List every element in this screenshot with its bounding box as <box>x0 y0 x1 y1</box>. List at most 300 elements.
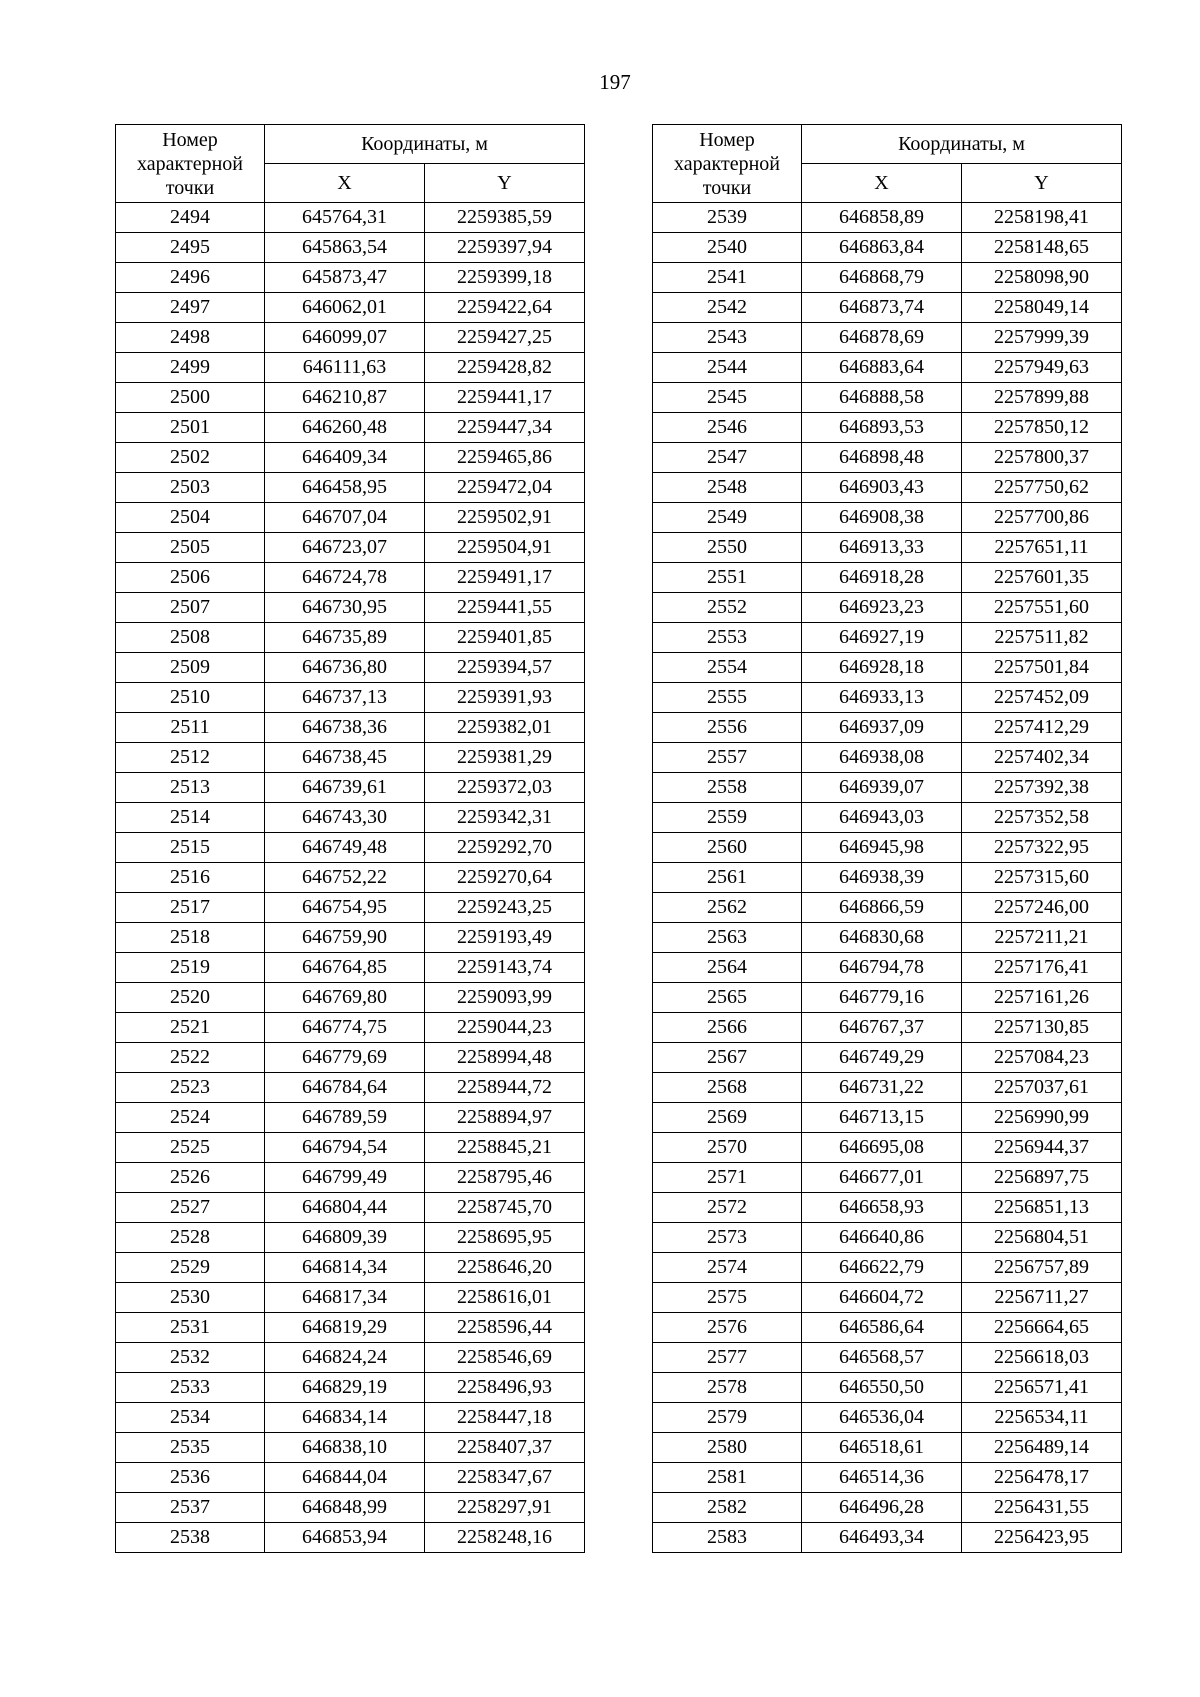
point-number-cell: 2516 <box>116 863 265 893</box>
point-number-cell: 2576 <box>653 1313 802 1343</box>
table-row <box>116 1013 585 1043</box>
y-coordinate-cell: 2257949,63 <box>962 353 1122 383</box>
y-coordinate-cell: 2256990,99 <box>962 1103 1122 1133</box>
point-number-cell: 2575 <box>653 1283 802 1313</box>
point-number-cell: 2534 <box>116 1403 265 1433</box>
table-body-left <box>116 203 585 1553</box>
x-coordinate-cell: 646834,14 <box>265 1403 425 1433</box>
x-coordinate-cell: 646496,28 <box>802 1493 962 1523</box>
y-coordinate-cell: 2258994,48 <box>425 1043 585 1073</box>
y-coordinate-cell: 2258795,46 <box>425 1163 585 1193</box>
y-coordinate-cell: 2258347,67 <box>425 1463 585 1493</box>
table-row <box>653 743 1122 773</box>
x-coordinate-cell: 646738,45 <box>265 743 425 773</box>
point-number-cell: 2547 <box>653 443 802 473</box>
x-coordinate-cell: 646752,22 <box>265 863 425 893</box>
point-number-cell: 2557 <box>653 743 802 773</box>
y-coordinate-cell: 2259427,25 <box>425 323 585 353</box>
table-row <box>653 623 1122 653</box>
table-row <box>653 1343 1122 1373</box>
x-coordinate-cell: 646759,90 <box>265 923 425 953</box>
table-row <box>653 1463 1122 1493</box>
y-coordinate-cell: 2258596,44 <box>425 1313 585 1343</box>
y-coordinate-cell: 2259491,17 <box>425 563 585 593</box>
point-number-cell: 2495 <box>116 233 265 263</box>
table-row <box>116 203 585 233</box>
table-row <box>653 653 1122 683</box>
point-number-cell: 2525 <box>116 1133 265 1163</box>
table-row <box>116 1523 585 1553</box>
x-coordinate-cell: 646858,89 <box>802 203 962 233</box>
point-number-cell: 2514 <box>116 803 265 833</box>
table-row <box>116 443 585 473</box>
table-body-right <box>653 203 1122 1553</box>
y-coordinate-cell: 2257322,95 <box>962 833 1122 863</box>
table-row <box>116 773 585 803</box>
table-row <box>116 263 585 293</box>
point-number-cell: 2553 <box>653 623 802 653</box>
point-number-cell: 2580 <box>653 1433 802 1463</box>
table-row <box>653 1493 1122 1523</box>
x-coordinate-cell: 646658,93 <box>802 1193 962 1223</box>
point-number-cell: 2555 <box>653 683 802 713</box>
x-coordinate-cell: 646779,16 <box>802 983 962 1013</box>
y-coordinate-cell: 2257750,62 <box>962 473 1122 503</box>
point-number-cell: 2513 <box>116 773 265 803</box>
x-coordinate-cell: 646550,50 <box>802 1373 962 1403</box>
table-row <box>653 1163 1122 1193</box>
table-row <box>653 1223 1122 1253</box>
table-row <box>653 233 1122 263</box>
x-coordinate-cell: 646518,61 <box>802 1433 962 1463</box>
x-coordinate-cell: 646933,13 <box>802 683 962 713</box>
x-coordinate-cell: 646458,95 <box>265 473 425 503</box>
y-coordinate-cell: 2259394,57 <box>425 653 585 683</box>
point-number-cell: 2522 <box>116 1043 265 1073</box>
point-number-cell: 2519 <box>116 953 265 983</box>
point-number-cell: 2506 <box>116 563 265 593</box>
table-row <box>116 1163 585 1193</box>
table-row <box>653 1043 1122 1073</box>
point-number-cell: 2549 <box>653 503 802 533</box>
point-number-cell: 2562 <box>653 893 802 923</box>
table-row <box>116 653 585 683</box>
table-row <box>653 413 1122 443</box>
x-coordinate-cell: 646713,15 <box>802 1103 962 1133</box>
table-row <box>653 353 1122 383</box>
y-coordinate-cell: 2259441,17 <box>425 383 585 413</box>
x-coordinate-cell: 646913,33 <box>802 533 962 563</box>
x-coordinate-cell: 646210,87 <box>265 383 425 413</box>
header-y: Y <box>425 164 585 203</box>
point-number-cell: 2559 <box>653 803 802 833</box>
table-row <box>116 353 585 383</box>
table-row <box>653 293 1122 323</box>
y-coordinate-cell: 2257999,39 <box>962 323 1122 353</box>
y-coordinate-cell: 2257315,60 <box>962 863 1122 893</box>
point-number-cell: 2531 <box>116 1313 265 1343</box>
point-number-cell: 2532 <box>116 1343 265 1373</box>
point-number-cell: 2583 <box>653 1523 802 1553</box>
x-coordinate-cell: 646723,07 <box>265 533 425 563</box>
y-coordinate-cell: 2258297,91 <box>425 1493 585 1523</box>
x-coordinate-cell: 646848,99 <box>265 1493 425 1523</box>
point-number-cell: 2564 <box>653 953 802 983</box>
table-row <box>116 1043 585 1073</box>
x-coordinate-cell: 646918,28 <box>802 563 962 593</box>
table-row <box>653 263 1122 293</box>
table-row <box>116 1433 585 1463</box>
table-row <box>116 953 585 983</box>
table-row <box>653 1073 1122 1103</box>
x-coordinate-cell: 646774,75 <box>265 1013 425 1043</box>
table-row <box>116 683 585 713</box>
table-row <box>653 323 1122 353</box>
header-y: Y <box>962 164 1122 203</box>
x-coordinate-cell: 646769,80 <box>265 983 425 1013</box>
point-number-cell: 2507 <box>116 593 265 623</box>
y-coordinate-cell: 2258894,97 <box>425 1103 585 1133</box>
table-row <box>653 983 1122 1013</box>
y-coordinate-cell: 2257402,34 <box>962 743 1122 773</box>
table-row <box>116 1313 585 1343</box>
x-coordinate-cell: 646536,04 <box>802 1403 962 1433</box>
table-row <box>116 1463 585 1493</box>
point-number-cell: 2496 <box>116 263 265 293</box>
y-coordinate-cell: 2257161,26 <box>962 983 1122 1013</box>
point-number-cell: 2567 <box>653 1043 802 1073</box>
y-coordinate-cell: 2258944,72 <box>425 1073 585 1103</box>
header-x: X <box>802 164 962 203</box>
point-number-cell: 2510 <box>116 683 265 713</box>
point-number-cell: 2521 <box>116 1013 265 1043</box>
y-coordinate-cell: 2259292,70 <box>425 833 585 863</box>
y-coordinate-cell: 2259372,03 <box>425 773 585 803</box>
y-coordinate-cell: 2257850,12 <box>962 413 1122 443</box>
x-coordinate-cell: 646622,79 <box>802 1253 962 1283</box>
x-coordinate-cell: 646903,43 <box>802 473 962 503</box>
y-coordinate-cell: 2257211,21 <box>962 923 1122 953</box>
table-row <box>653 833 1122 863</box>
table-row <box>116 1223 585 1253</box>
point-number-cell: 2554 <box>653 653 802 683</box>
table-row <box>116 893 585 923</box>
y-coordinate-cell: 2257601,35 <box>962 563 1122 593</box>
point-number-cell: 2539 <box>653 203 802 233</box>
table-row <box>116 1103 585 1133</box>
y-coordinate-cell: 2259428,82 <box>425 353 585 383</box>
y-coordinate-cell: 2259422,64 <box>425 293 585 323</box>
y-coordinate-cell: 2258745,70 <box>425 1193 585 1223</box>
y-coordinate-cell: 2256423,95 <box>962 1523 1122 1553</box>
x-coordinate-cell: 646938,39 <box>802 863 962 893</box>
table-row <box>653 1133 1122 1163</box>
x-coordinate-cell: 646749,29 <box>802 1043 962 1073</box>
point-number-cell: 2517 <box>116 893 265 923</box>
point-number-cell: 2497 <box>116 293 265 323</box>
point-number-cell: 2505 <box>116 533 265 563</box>
table-row <box>116 743 585 773</box>
point-number-cell: 2502 <box>116 443 265 473</box>
point-number-cell: 2570 <box>653 1133 802 1163</box>
point-number-cell: 2528 <box>116 1223 265 1253</box>
point-number-cell: 2566 <box>653 1013 802 1043</box>
table-row <box>116 293 585 323</box>
y-coordinate-cell: 2258248,16 <box>425 1523 585 1553</box>
y-coordinate-cell: 2257511,82 <box>962 623 1122 653</box>
point-number-cell: 2569 <box>653 1103 802 1133</box>
x-coordinate-cell: 646809,39 <box>265 1223 425 1253</box>
point-number-cell: 2533 <box>116 1373 265 1403</box>
x-coordinate-cell: 646062,01 <box>265 293 425 323</box>
y-coordinate-cell: 2259381,29 <box>425 743 585 773</box>
table-row <box>116 1343 585 1373</box>
point-number-cell: 2558 <box>653 773 802 803</box>
y-coordinate-cell: 2256757,89 <box>962 1253 1122 1283</box>
y-coordinate-cell: 2256851,13 <box>962 1193 1122 1223</box>
point-number-cell: 2582 <box>653 1493 802 1523</box>
point-number-cell: 2535 <box>116 1433 265 1463</box>
x-coordinate-cell: 646735,89 <box>265 623 425 653</box>
table-row <box>653 503 1122 533</box>
table-row <box>116 713 585 743</box>
point-number-cell: 2518 <box>116 923 265 953</box>
table-row <box>116 833 585 863</box>
x-coordinate-cell: 646863,84 <box>802 233 962 263</box>
x-coordinate-cell: 646794,54 <box>265 1133 425 1163</box>
table-row <box>116 623 585 653</box>
point-number-cell: 2515 <box>116 833 265 863</box>
table-row <box>653 893 1122 923</box>
point-number-cell: 2565 <box>653 983 802 1013</box>
table-row <box>653 1013 1122 1043</box>
table-row <box>116 1283 585 1313</box>
table-row <box>653 1283 1122 1313</box>
x-coordinate-cell: 646724,78 <box>265 563 425 593</box>
x-coordinate-cell: 646731,22 <box>802 1073 962 1103</box>
x-coordinate-cell: 646844,04 <box>265 1463 425 1493</box>
x-coordinate-cell: 646789,59 <box>265 1103 425 1133</box>
y-coordinate-cell: 2259342,31 <box>425 803 585 833</box>
point-number-cell: 2504 <box>116 503 265 533</box>
point-number-cell: 2574 <box>653 1253 802 1283</box>
x-coordinate-cell: 646794,78 <box>802 953 962 983</box>
point-number-cell: 2520 <box>116 983 265 1013</box>
point-number-cell: 2561 <box>653 863 802 893</box>
x-coordinate-cell: 646409,34 <box>265 443 425 473</box>
table-row <box>653 1433 1122 1463</box>
point-number-cell: 2527 <box>116 1193 265 1223</box>
table-row <box>653 923 1122 953</box>
x-coordinate-cell: 646640,86 <box>802 1223 962 1253</box>
y-coordinate-cell: 2258496,93 <box>425 1373 585 1403</box>
point-number-cell: 2560 <box>653 833 802 863</box>
x-coordinate-cell: 646739,61 <box>265 773 425 803</box>
header-x: X <box>265 164 425 203</box>
table-row <box>653 1253 1122 1283</box>
point-number-cell: 2550 <box>653 533 802 563</box>
y-coordinate-cell: 2256804,51 <box>962 1223 1122 1253</box>
point-number-cell: 2512 <box>116 743 265 773</box>
table-row <box>653 1373 1122 1403</box>
x-coordinate-cell: 646817,34 <box>265 1283 425 1313</box>
x-coordinate-cell: 646927,19 <box>802 623 962 653</box>
point-number-cell: 2577 <box>653 1343 802 1373</box>
point-number-cell: 2551 <box>653 563 802 593</box>
table-row <box>116 1193 585 1223</box>
y-coordinate-cell: 2259143,74 <box>425 953 585 983</box>
x-coordinate-cell: 646784,64 <box>265 1073 425 1103</box>
y-coordinate-cell: 2256664,65 <box>962 1313 1122 1343</box>
x-coordinate-cell: 646779,69 <box>265 1043 425 1073</box>
point-number-cell: 2500 <box>116 383 265 413</box>
y-coordinate-cell: 2258198,41 <box>962 203 1122 233</box>
y-coordinate-cell: 2259093,99 <box>425 983 585 1013</box>
point-number-cell: 2540 <box>653 233 802 263</box>
x-coordinate-cell: 646866,59 <box>802 893 962 923</box>
table-row <box>653 383 1122 413</box>
table-row <box>116 923 585 953</box>
y-coordinate-cell: 2259472,04 <box>425 473 585 503</box>
point-number-cell: 2546 <box>653 413 802 443</box>
table-row <box>116 383 585 413</box>
y-coordinate-cell: 2256478,17 <box>962 1463 1122 1493</box>
table-row <box>653 203 1122 233</box>
table-row <box>653 683 1122 713</box>
table-row <box>116 1493 585 1523</box>
x-coordinate-cell: 646568,57 <box>802 1343 962 1373</box>
y-coordinate-cell: 2259270,64 <box>425 863 585 893</box>
table-row <box>116 983 585 1013</box>
x-coordinate-cell: 645873,47 <box>265 263 425 293</box>
table-row <box>116 533 585 563</box>
x-coordinate-cell: 646099,07 <box>265 323 425 353</box>
x-coordinate-cell: 646838,10 <box>265 1433 425 1463</box>
point-number-cell: 2572 <box>653 1193 802 1223</box>
y-coordinate-cell: 2258695,95 <box>425 1223 585 1253</box>
x-coordinate-cell: 646730,95 <box>265 593 425 623</box>
point-number-cell: 2511 <box>116 713 265 743</box>
point-number-cell: 2581 <box>653 1463 802 1493</box>
y-coordinate-cell: 2256618,03 <box>962 1343 1122 1373</box>
x-coordinate-cell: 646749,48 <box>265 833 425 863</box>
x-coordinate-cell: 646804,44 <box>265 1193 425 1223</box>
x-coordinate-cell: 646829,19 <box>265 1373 425 1403</box>
y-coordinate-cell: 2257452,09 <box>962 683 1122 713</box>
y-coordinate-cell: 2256897,75 <box>962 1163 1122 1193</box>
point-number-cell: 2537 <box>116 1493 265 1523</box>
x-coordinate-cell: 646939,07 <box>802 773 962 803</box>
table-row <box>653 1193 1122 1223</box>
table-row <box>116 593 585 623</box>
x-coordinate-cell: 646928,18 <box>802 653 962 683</box>
x-coordinate-cell: 646111,63 <box>265 353 425 383</box>
point-number-cell: 2556 <box>653 713 802 743</box>
point-number-cell: 2579 <box>653 1403 802 1433</box>
point-number-cell: 2494 <box>116 203 265 233</box>
x-coordinate-cell: 646878,69 <box>802 323 962 353</box>
y-coordinate-cell: 2256431,55 <box>962 1493 1122 1523</box>
table-row <box>653 1403 1122 1433</box>
x-coordinate-cell: 645764,31 <box>265 203 425 233</box>
y-coordinate-cell: 2257700,86 <box>962 503 1122 533</box>
table-row <box>116 863 585 893</box>
x-coordinate-cell: 646764,85 <box>265 953 425 983</box>
table-row <box>653 1313 1122 1343</box>
point-number-cell: 2509 <box>116 653 265 683</box>
y-coordinate-cell: 2259504,91 <box>425 533 585 563</box>
x-coordinate-cell: 646586,64 <box>802 1313 962 1343</box>
y-coordinate-cell: 2257800,37 <box>962 443 1122 473</box>
x-coordinate-cell: 646743,30 <box>265 803 425 833</box>
header-point-number: Номер характерной точки <box>653 125 802 203</box>
y-coordinate-cell: 2258407,37 <box>425 1433 585 1463</box>
table-row <box>653 713 1122 743</box>
point-number-cell: 2568 <box>653 1073 802 1103</box>
x-coordinate-cell: 646737,13 <box>265 683 425 713</box>
y-coordinate-cell: 2256944,37 <box>962 1133 1122 1163</box>
point-number-cell: 2548 <box>653 473 802 503</box>
x-coordinate-cell: 646908,38 <box>802 503 962 533</box>
point-number-cell: 2524 <box>116 1103 265 1133</box>
y-coordinate-cell: 2257176,41 <box>962 953 1122 983</box>
table-row <box>116 1133 585 1163</box>
y-coordinate-cell: 2256489,14 <box>962 1433 1122 1463</box>
y-coordinate-cell: 2259382,01 <box>425 713 585 743</box>
y-coordinate-cell: 2257037,61 <box>962 1073 1122 1103</box>
page-number: 197 <box>599 70 631 94</box>
point-number-cell: 2541 <box>653 263 802 293</box>
point-number-cell: 2545 <box>653 383 802 413</box>
table-row <box>116 1373 585 1403</box>
y-coordinate-cell: 2259044,23 <box>425 1013 585 1043</box>
x-coordinate-cell: 646824,24 <box>265 1343 425 1373</box>
y-coordinate-cell: 2259502,91 <box>425 503 585 533</box>
y-coordinate-cell: 2259397,94 <box>425 233 585 263</box>
table-row <box>653 1103 1122 1133</box>
x-coordinate-cell: 646943,03 <box>802 803 962 833</box>
x-coordinate-cell: 646868,79 <box>802 263 962 293</box>
x-coordinate-cell: 646893,53 <box>802 413 962 443</box>
coordinates-table-left <box>115 124 585 1553</box>
coordinates-table-right <box>652 124 1122 1553</box>
y-coordinate-cell: 2257899,88 <box>962 383 1122 413</box>
point-number-cell: 2542 <box>653 293 802 323</box>
y-coordinate-cell: 2257352,58 <box>962 803 1122 833</box>
table-row <box>116 323 585 353</box>
x-coordinate-cell: 646677,01 <box>802 1163 962 1193</box>
y-coordinate-cell: 2259441,55 <box>425 593 585 623</box>
table-row <box>116 503 585 533</box>
point-number-cell: 2501 <box>116 413 265 443</box>
point-number-cell: 2508 <box>116 623 265 653</box>
y-coordinate-cell: 2258049,14 <box>962 293 1122 323</box>
y-coordinate-cell: 2257130,85 <box>962 1013 1122 1043</box>
y-coordinate-cell: 2258845,21 <box>425 1133 585 1163</box>
x-coordinate-cell: 646767,37 <box>802 1013 962 1043</box>
table-row <box>653 1523 1122 1553</box>
y-coordinate-cell: 2258148,65 <box>962 233 1122 263</box>
point-number-cell: 2543 <box>653 323 802 353</box>
x-coordinate-cell: 646883,64 <box>802 353 962 383</box>
point-number-cell: 2503 <box>116 473 265 503</box>
point-number-cell: 2578 <box>653 1373 802 1403</box>
x-coordinate-cell: 645863,54 <box>265 233 425 263</box>
y-coordinate-cell: 2259243,25 <box>425 893 585 923</box>
y-coordinate-cell: 2259193,49 <box>425 923 585 953</box>
table-row <box>116 233 585 263</box>
x-coordinate-cell: 646493,34 <box>802 1523 962 1553</box>
